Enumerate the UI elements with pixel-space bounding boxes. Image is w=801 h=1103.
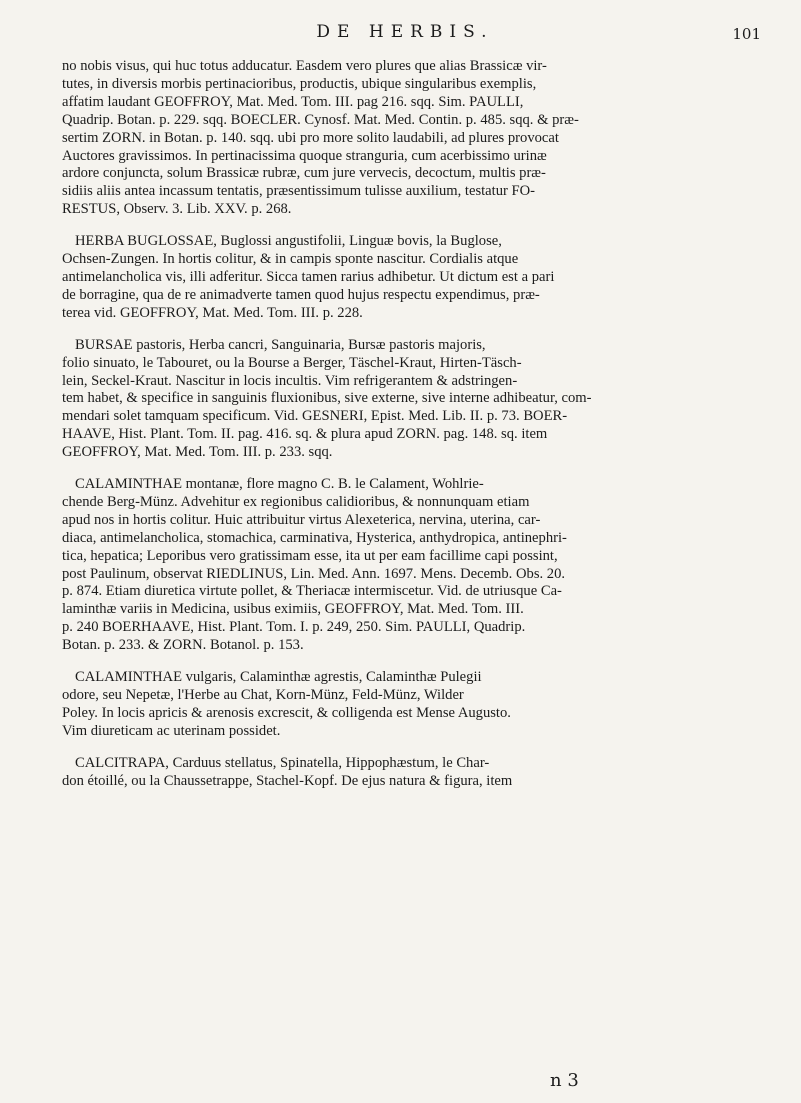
paragraph-bursa-pastoris — [62, 337, 762, 462]
text-line: terea vid. GEOFFROY, Mat. Med. Tom. III. p. 228. — [62, 304, 363, 321]
text-line: lein, Seckel-Kraut. Nascitur in locis incultis. Vim refrigerantem & adstringen- — [62, 372, 518, 389]
text-line: chende Berg-Münz. Advehitur ex regionibus calidioribus, & nonnunquam etiam — [62, 493, 530, 510]
text-line: odore, seu Nepetæ, l'Herbe au Chat, Korn-Münz, Feld-Münz, Wilder — [62, 687, 464, 703]
text-line: laminthæ variis in Medicina, usibus eximiis, GEOFFROY, Mat. Med. Tom. III. — [62, 601, 524, 618]
text-line: p. 874. Etiam diuretica virtute pollet, & Theriacæ intermiscetur. Vid. de utriusque Ca- — [62, 583, 562, 600]
text-line: don étoillé, ou la Chaussetrappe, Stachel-Kopf. De ejus natura & figura, item — [62, 772, 513, 789]
page-footer — [0, 1070, 801, 1096]
text-line: tica, hepatica; Leporibus vero gratissimam esse, ita ut per eam facillime capi possint, — [62, 547, 558, 564]
text-line: folio sinuato, le Tabouret, ou la Bourse a Berger, Täschel-Kraut, Hirten-Täsch- — [62, 354, 522, 371]
page-number: 101 — [732, 25, 761, 43]
text-line: Auctores gravissimos. In pertinacissima quoque stranguria, cum acerbissimo urinæ — [62, 147, 547, 164]
text-line: CALAMINTHAE montanæ, flore magno C. B. le Calament, Wohlrie- — [75, 476, 484, 493]
text-line: GEOFFROY, Mat. Med. Tom. III. p. 233. sqq. — [62, 444, 333, 461]
text-line: CALCITRAPA, Carduus stellatus, Spinatella, Hippophæstum, le Char- — [75, 754, 490, 771]
signature-mark: n 3 — [550, 1070, 579, 1091]
text-line: Poley. In locis apricis & arenosis excrescit, & colligenda est Mense Augusto. — [62, 704, 511, 721]
text-line: p. 240 BOERHAAVE, Hist. Plant. Tom. I. p. 249, 250. Sim. PAULLI, Quadrip. — [62, 619, 526, 636]
text-line: RESTUS, Observ. 3. Lib. XXV. p. 268. — [62, 201, 292, 218]
text-line: post Paulinum, observat RIEDLINUS, Lin. Med. Ann. 1697. Mens. Decemb. Obs. 20. — [62, 565, 566, 582]
text-line: de borragine, qua de re animadverte tamen quod hujus respectu expendimus, præ- — [62, 286, 540, 303]
paragraph-buglossa — [62, 233, 762, 323]
text-line: Ochsen-Zungen. In hortis colitur, & in campis sponte nascitur. Cordialis atque — [62, 251, 519, 268]
text-line: ardore conjuncta, solum Brassicæ rubræ, cum jure vervecis, decoctum, multis præ- — [62, 165, 546, 182]
text-line: affatim laudant GEOFFROY, Mat. Med. Tom. III. pag 216. sqq. Sim. PAULLI, — [62, 93, 524, 110]
text-body — [62, 58, 762, 805]
text-line: diaca, antimelancholica, stomachica, carminativa, Hysterica, anthydropica, antinephri- — [62, 529, 567, 546]
paragraph-calamintha-vulgaris — [62, 669, 762, 741]
text-line: sidiis aliis antea incassum tentatis, præsentissimum tulisse auxilium, testatur FO- — [62, 183, 536, 200]
paragraph-brassica — [62, 58, 762, 219]
text-line: Quadrip. Botan. p. 229. sqq. BOECLER. Cynosf. Mat. Med. Contin. p. 485. sqq. & præ- — [62, 111, 579, 128]
paragraph-calamintha-montana — [62, 476, 762, 655]
page-header — [0, 22, 801, 52]
running-title: DE HERBIS. — [316, 22, 494, 42]
text-line: apud nos in hortis colitur. Huic attribuitur virtus Alexeterica, nervina, uterina, car- — [62, 511, 541, 528]
text-line: HERBA BUGLOSSAE, Buglossi angustifolii, Linguæ bovis, la Buglose, — [75, 233, 502, 250]
text-line: Botan. p. 233. & ZORN. Botanol. p. 153. — [62, 637, 304, 654]
text-line: no nobis visus, qui huc totus adducatur. Easdem vero plures que alias Brassicæ vir- — [62, 58, 547, 74]
text-line: Vim diureticam ac uterinam possidet. — [62, 722, 281, 739]
paragraph-calcitrapa — [62, 755, 762, 791]
text-line: sertim ZORN. in Botan. p. 140. sqq. ubi pro more solito laudabili, ad plures provocat — [62, 129, 559, 146]
text-line: CALAMINTHAE vulgaris, Calaminthæ agrestis, Calaminthæ Pulegii — [75, 669, 482, 686]
text-line: tem habet, & specifice in sanguinis fluxionibus, sive externe, sive interne adhibeatur, com- — [62, 390, 592, 407]
text-line: BURSAE pastoris, Herba cancri, Sanguinaria, Bursæ pastoris majoris, — [75, 336, 486, 353]
text-line: antimelancholica vis, illi adferitur. Sicca tamen rarius adhibetur. Ut dictum est a pari — [62, 268, 555, 285]
text-line: HAAVE, Hist. Plant. Tom. II. pag. 416. sq. & plura apud ZORN. pag. 148. sq. item — [62, 426, 548, 443]
text-line: mendari solet tamquam specificum. Vid. GESNERI, Epist. Med. Lib. II. p. 73. BOER- — [62, 408, 568, 425]
text-line: tutes, in diversis morbis pertinacioribus, productis, ubique singularibus exemplis, — [62, 75, 537, 92]
